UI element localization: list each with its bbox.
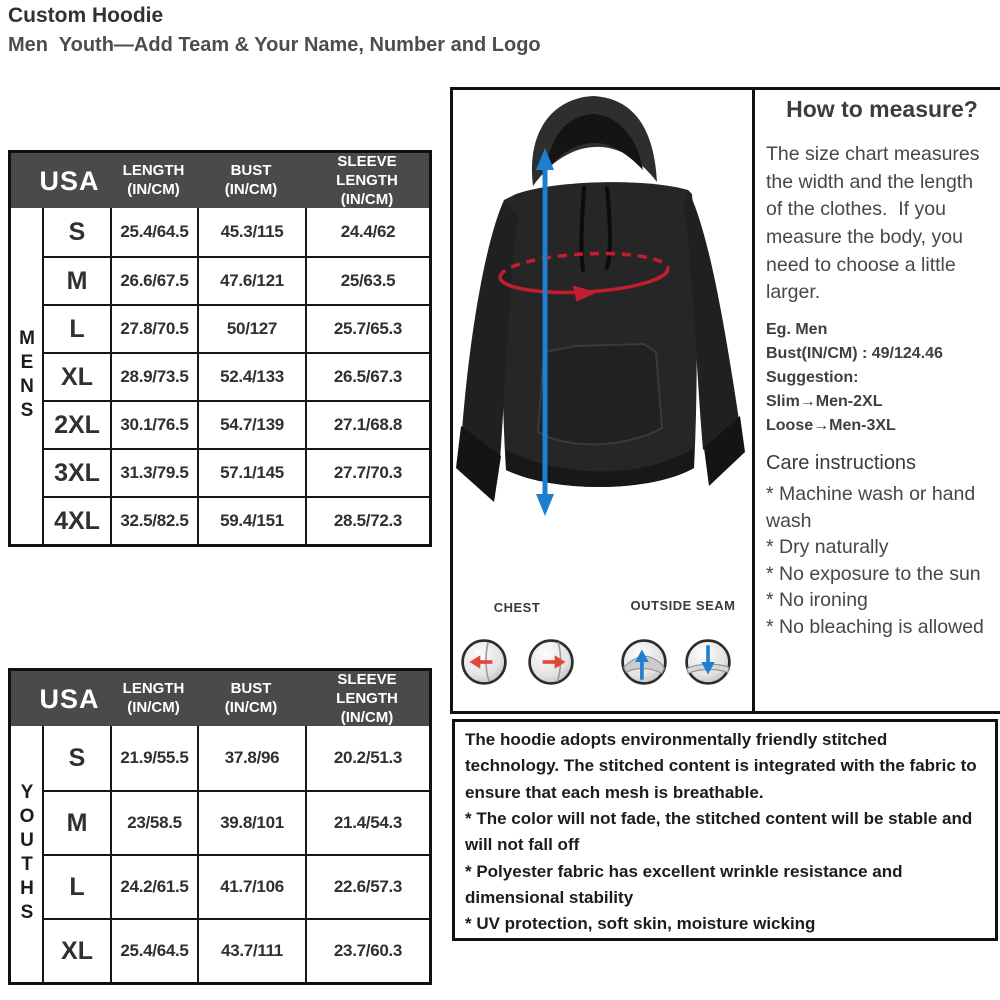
youth-group-label: YOUTHS	[16, 782, 38, 926]
care-item: * Machine wash or hand wash	[766, 483, 976, 532]
table-cell: 26.6/67.5	[110, 256, 197, 304]
table-cell: 27.8/70.5	[110, 304, 197, 352]
youth-table-header	[11, 671, 429, 726]
col-sleeve-unit: (IN/CM)	[340, 708, 394, 726]
table-cell: 25.4/64.5	[110, 208, 197, 256]
table-cell: 25.7/65.3	[305, 304, 429, 352]
table-cell: 25/63.5	[305, 256, 429, 304]
page-title: Custom Hoodie	[8, 4, 164, 27]
care-instructions-heading: Care instructions	[766, 452, 917, 474]
col-bust-unit: (IN/CM)	[224, 181, 278, 199]
hoodie-product-image	[456, 90, 748, 525]
table-cell: 37.8/96	[197, 726, 305, 790]
table-cell: 21.9/55.5	[110, 726, 197, 790]
sizing-example	[766, 318, 992, 438]
how-to-measure-heading: How to measure?	[786, 96, 978, 122]
col-length-label: LENGTH	[122, 680, 185, 698]
table-cell: M	[42, 790, 110, 854]
example-line: Slim→Men-2XL	[766, 393, 883, 410]
product-description-box	[452, 719, 998, 941]
column-header-sleeve	[305, 671, 429, 727]
example-line: Bust(IN/CM) : 49/124.46	[766, 345, 943, 362]
table-cell: 20.2/51.3	[305, 726, 429, 790]
outside-seam-up-icon	[620, 638, 668, 686]
panel-divider	[752, 87, 755, 714]
outside-seam-label: OUTSIDE SEAM	[630, 598, 736, 613]
table-cell: S	[42, 726, 110, 790]
column-header-bust	[197, 680, 305, 718]
column-header-bust	[197, 162, 305, 200]
page-subtitle: Men Youth—Add Team & Your Name, Number and Logo	[8, 34, 541, 56]
table-cell: 2XL	[42, 400, 110, 448]
mens-size-table	[8, 150, 432, 547]
table-cell: M	[42, 256, 110, 304]
col-bust-unit: (IN/CM)	[224, 699, 278, 717]
col-sleeve-unit: (IN/CM)	[340, 190, 394, 208]
table-cell: L	[42, 304, 110, 352]
table-cell: 3XL	[42, 448, 110, 496]
table-cell: 28.5/72.3	[305, 496, 429, 544]
table-cell: S	[42, 208, 110, 256]
chest-measure-right-icon	[527, 638, 575, 686]
table-cell: 21.4/54.3	[305, 790, 429, 854]
col-sleeve-label: SLEEVE LENGTH	[336, 671, 398, 707]
table-cell: 22.6/57.3	[305, 854, 429, 918]
table-cell: 50/127	[197, 304, 305, 352]
table-cell: 54.7/139	[197, 400, 305, 448]
table-cell: 27.1/68.8	[305, 400, 429, 448]
example-line: Eg. Men	[766, 321, 828, 338]
chest-measure-left-icon	[460, 638, 508, 686]
care-item: * Dry naturally	[766, 536, 889, 559]
table-cell: 25.4/64.5	[110, 918, 197, 982]
table-cell: 24.4/62	[305, 208, 429, 256]
table-cell: 4XL	[42, 496, 110, 544]
table-cell: 45.3/115	[197, 208, 305, 256]
youth-group-cell	[11, 726, 42, 982]
table-cell: 30.1/76.5	[110, 400, 197, 448]
table-cell: XL	[42, 352, 110, 400]
table-cell: 32.5/82.5	[110, 496, 197, 544]
table-cell: 59.4/151	[197, 496, 305, 544]
col-sleeve-label: SLEEVE LENGTH	[336, 153, 398, 189]
column-header-usa: USA	[39, 165, 100, 196]
col-length-unit: (IN/CM)	[127, 699, 180, 717]
table-cell: 23/58.5	[110, 790, 197, 854]
care-item: * No exposure to the sun	[766, 562, 981, 585]
col-bust-label: BUST	[230, 680, 272, 698]
table-cell: 39.8/101	[197, 790, 305, 854]
table-cell: 47.6/121	[197, 256, 305, 304]
column-header-usa: USA	[39, 683, 100, 714]
table-cell: 26.5/67.3	[305, 352, 429, 400]
description-paragraph: * The color will not fade, the stitched content will be stable and will not fall off	[465, 809, 973, 855]
mens-group-label: MENS	[16, 328, 38, 424]
table-cell: 43.7/111	[197, 918, 305, 982]
example-line: Suggestion:	[766, 369, 859, 386]
table-cell: 41.7/106	[197, 854, 305, 918]
care-item: * No bleaching is allowed	[766, 615, 984, 638]
table-cell: 28.9/73.5	[110, 352, 197, 400]
table-cell: 23.7/60.3	[305, 918, 429, 982]
col-bust-label: BUST	[230, 162, 272, 180]
care-instructions-list	[766, 481, 992, 640]
example-line: Loose→Men-3XL	[766, 417, 896, 434]
column-header-sleeve	[305, 153, 429, 209]
description-paragraph: * UV protection, soft skin, moisture wicking	[465, 914, 816, 934]
table-cell: 24.2/61.5	[110, 854, 197, 918]
description-paragraph: The hoodie adopts environmentally friendly stitched technology. The stitched content is integrated with the fabric to ensure that each mesh is breathable.	[465, 730, 977, 802]
column-header-length	[110, 680, 197, 718]
mens-table-header	[11, 153, 429, 208]
care-item: * No ironing	[766, 589, 868, 612]
table-cell: 57.1/145	[197, 448, 305, 496]
table-cell: L	[42, 854, 110, 918]
table-cell: 31.3/79.5	[110, 448, 197, 496]
mens-table-body	[11, 208, 429, 544]
column-header-length	[110, 162, 197, 200]
table-cell: 52.4/133	[197, 352, 305, 400]
youth-table-body	[11, 726, 429, 982]
how-to-measure-body: The size chart measures the width and the length of the clothes. If you measure the body, you need to choose a little larger.	[766, 143, 985, 304]
outside-seam-down-icon	[684, 638, 732, 686]
description-paragraph: * Polyester fabric has excellent wrinkle resistance and dimensional stability	[465, 861, 903, 908]
col-length-label: LENGTH	[122, 162, 185, 180]
table-cell: XL	[42, 918, 110, 982]
youth-size-table	[8, 668, 432, 985]
col-length-unit: (IN/CM)	[127, 181, 180, 199]
mens-group-cell	[11, 208, 42, 544]
table-cell: 27.7/70.3	[305, 448, 429, 496]
chest-label: CHEST	[493, 600, 541, 615]
